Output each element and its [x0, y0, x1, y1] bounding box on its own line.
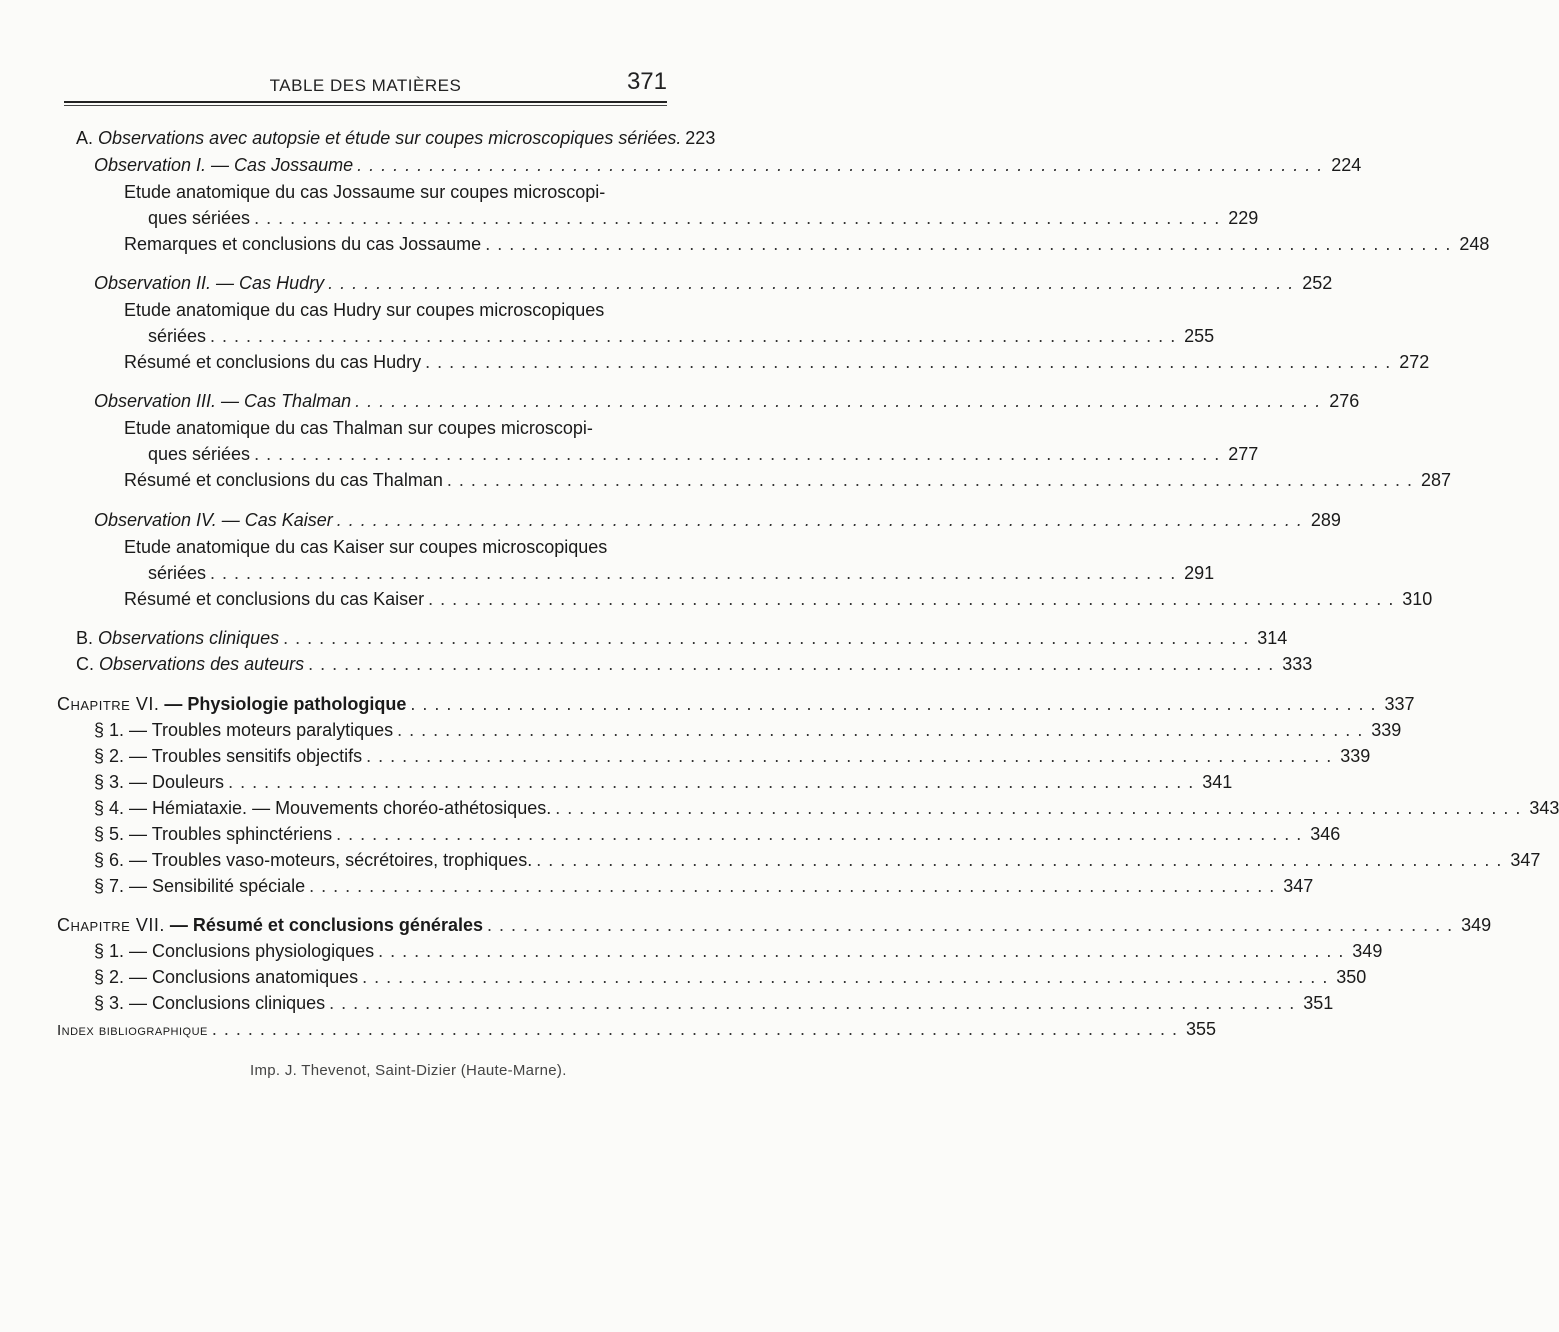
- printer-imprint: Imp. J. Thevenot, Saint-Dizier (Haute-Marne).: [250, 1062, 567, 1079]
- entry-page: 349: [1461, 915, 1492, 935]
- toc-entry-observation-3: [94, 388, 1360, 414]
- header-rule-thin: [64, 105, 667, 106]
- toc-entry: [148, 323, 1215, 349]
- entry-prefix: C.: [76, 654, 94, 674]
- entry-label: sériées: [148, 326, 207, 346]
- entry-label: Observation IV. — Cas Kaiser: [94, 510, 333, 530]
- entry-page: 252: [1302, 273, 1333, 293]
- toc-entry-line: Etude anatomique du cas Jossaume sur coupes microscopi-: [124, 182, 606, 202]
- entry-page: 337: [1384, 694, 1415, 714]
- entry-page: 351: [1303, 993, 1334, 1013]
- entry-label: § 4. — Hémiataxie. — Mouvements choréo-athétosiques.: [94, 798, 552, 818]
- chapter-title: — Résumé et conclusions générales: [169, 915, 483, 935]
- entry-label: Résumé et conclusions du cas Kaiser: [124, 589, 425, 609]
- entry-page: 349: [1352, 941, 1383, 961]
- toc-section: [94, 743, 1371, 769]
- toc-entry-observation-2: [94, 270, 1333, 296]
- entry-label: § 3. — Douleurs: [94, 772, 225, 792]
- toc-section: [94, 821, 1341, 847]
- toc-entry-line: Etude anatomique du cas Hudry sur coupes microscopiques: [124, 300, 605, 320]
- entry-page: 289: [1310, 510, 1341, 530]
- toc-entry: [148, 560, 1215, 586]
- entry-label: § 3. — Conclusions cliniques: [94, 993, 326, 1013]
- entry-prefix: A.: [76, 128, 94, 148]
- entry-label: § 1. — Troubles moteurs paralytiques: [94, 720, 394, 740]
- entry-page: 287: [1420, 470, 1452, 490]
- entry-label: Observations cliniques: [98, 628, 280, 648]
- entry-page: 276: [1329, 391, 1360, 411]
- entry-label: Résumé et conclusions du cas Thalman: [124, 470, 443, 490]
- entry-label: sériées: [148, 563, 207, 583]
- entry-page: 339: [1340, 746, 1371, 766]
- entry-page: 255: [1184, 326, 1215, 346]
- toc-entry-observation-4: [94, 507, 1341, 533]
- entry-label: Observation I. — Cas Jossaume: [94, 155, 354, 175]
- toc-section: [94, 990, 1334, 1016]
- header-title: TABLE DES MATIÈRES: [269, 76, 462, 95]
- entry-label: Observations avec autopsie et étude sur coupes microscopiques sériées.: [98, 128, 682, 148]
- entry-label: § 2. — Conclusions anatomiques: [94, 967, 359, 987]
- entry-page: 333: [1282, 654, 1313, 674]
- entry-label: § 6. — Troubles vaso-moteurs, sécrétoires, trophiques.: [94, 850, 533, 870]
- toc-section: [94, 873, 1314, 899]
- toc-section: [94, 769, 1233, 795]
- toc-chapter-7: [57, 912, 1492, 938]
- toc-entry-line: Etude anatomique du cas Thalman sur coupes microscopi-: [124, 418, 593, 438]
- toc-section: [94, 938, 1383, 964]
- entry-page: 310: [1402, 589, 1433, 609]
- entry-page: 341: [1202, 772, 1233, 792]
- entry-page: 277: [1228, 444, 1259, 464]
- entry-label: ques sériées: [148, 208, 251, 228]
- page-header: [64, 66, 667, 96]
- page-number: 371: [626, 68, 667, 95]
- toc-entry-b: [76, 625, 1288, 651]
- toc-entry: [148, 205, 1259, 231]
- toc-entry-a: [76, 125, 716, 151]
- entry-label: Remarques et conclusions du cas Jossaume: [124, 234, 482, 254]
- entry-label: § 7. — Sensibilité spéciale: [94, 876, 306, 896]
- chapter-prefix: Chapitre VI.: [57, 694, 160, 714]
- toc-entry-c: [76, 651, 1313, 677]
- entry-page: 350: [1336, 967, 1367, 987]
- toc-index: [57, 1016, 1217, 1042]
- entry-page: 346: [1310, 824, 1341, 844]
- entry-page: 248: [1459, 234, 1490, 254]
- toc-section: [94, 964, 1367, 990]
- entry-page: 347: [1283, 876, 1314, 896]
- entry-page: 229: [1228, 208, 1259, 228]
- entry-label: Index bibliographique: [57, 1022, 208, 1039]
- toc-entry: [148, 441, 1259, 467]
- entry-label: § 1. — Conclusions physiologiques: [94, 941, 375, 961]
- entry-page: 223: [685, 128, 716, 148]
- entry-label: ques sériées: [148, 444, 251, 464]
- entry-label: Observation III. — Cas Thalman: [94, 391, 352, 411]
- entry-page: 272: [1399, 352, 1430, 372]
- toc-entry: [124, 586, 1433, 612]
- toc-entry-observation-1: [94, 152, 1362, 178]
- entry-label: § 2. — Troubles sensitifs objectifs: [94, 746, 363, 766]
- toc-entry: [124, 467, 1452, 493]
- toc-entry: [124, 349, 1430, 375]
- entry-label: Observations des auteurs: [99, 654, 305, 674]
- entry-page: 314: [1257, 628, 1288, 648]
- entry-label: Résumé et conclusions du cas Hudry: [124, 352, 422, 372]
- header-rule-thick: [64, 101, 667, 103]
- entry-label: Observation II. — Cas Hudry: [94, 273, 325, 293]
- entry-page: 291: [1184, 563, 1215, 583]
- entry-page: 339: [1371, 720, 1402, 740]
- toc-section: [94, 795, 1559, 821]
- chapter-title: — Physiologie pathologique: [164, 694, 407, 714]
- entry-page: 224: [1331, 155, 1362, 175]
- toc-section: [94, 847, 1541, 873]
- entry-page: 355: [1186, 1019, 1217, 1039]
- toc-entry-line: Etude anatomique du cas Kaiser sur coupes microscopiques: [124, 537, 608, 557]
- entry-label: § 5. — Troubles sphinctériens: [94, 824, 333, 844]
- entry-page: 347: [1510, 850, 1541, 870]
- toc-section: [94, 717, 1402, 743]
- toc-chapter-6: [57, 691, 1415, 717]
- entry-page: 343: [1529, 798, 1559, 818]
- chapter-prefix: Chapitre VII.: [57, 915, 165, 935]
- entry-prefix: B.: [76, 628, 94, 648]
- toc-entry: [124, 231, 1490, 257]
